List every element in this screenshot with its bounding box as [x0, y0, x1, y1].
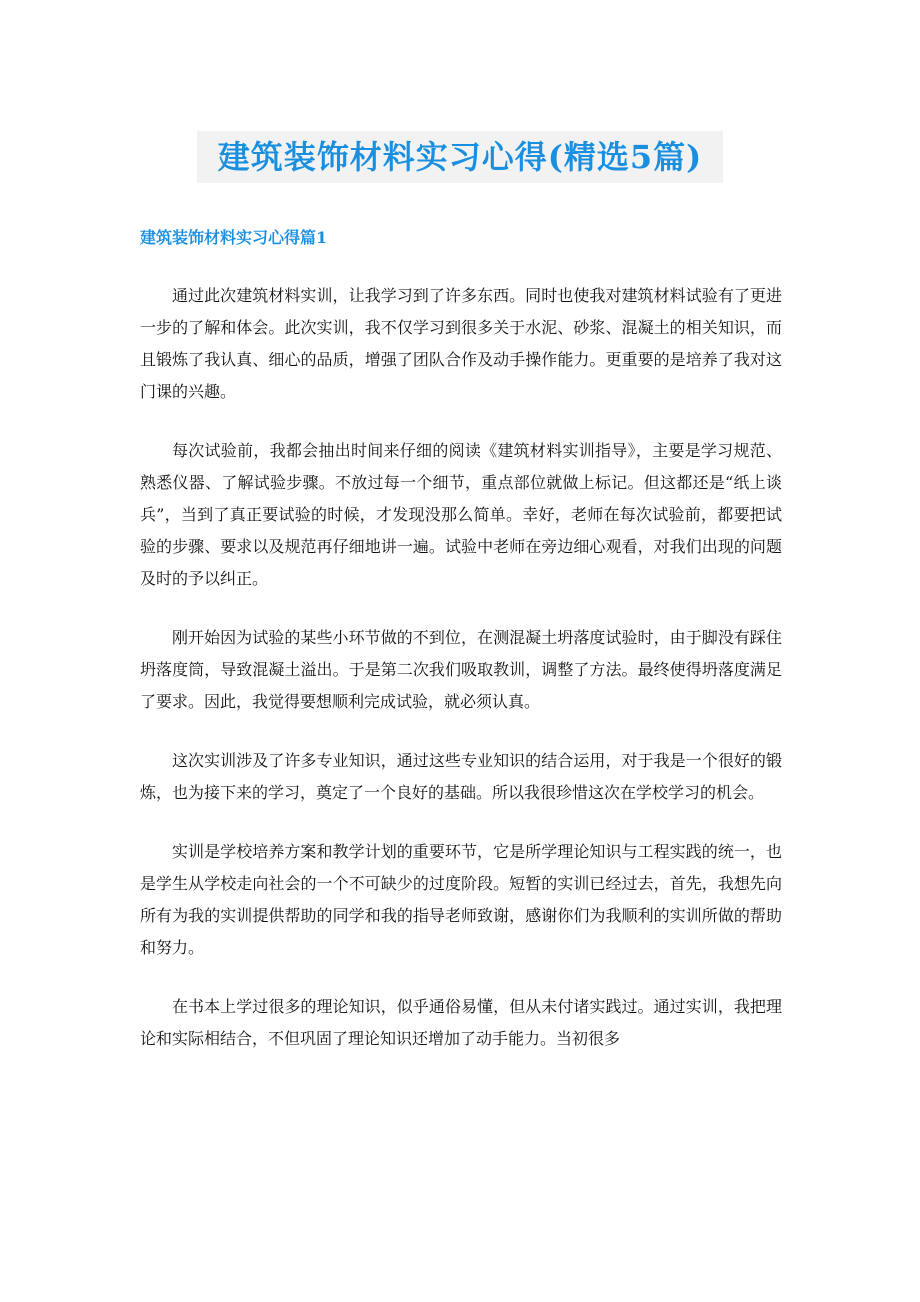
document-title: 建筑装饰材料实习心得(精选5篇) [197, 131, 723, 183]
paragraph-1: 通过此次建筑材料实训，让我学习到了许多东西。同时也使我对建筑材料试验有了更进一步的了解和体会。此次实训，我不仅学习到很多关于水泥、砂浆、混凝土的相关知识，而且锻炼了我认真、细心的品质，增强了团队合作及动手操作能力。更重要的是培养了我对这门课的兴趣。 [140, 286, 782, 401]
paragraph-3: 刚开始因为试验的某些小环节做的不到位，在测混凝土坍落度试验时，由于脚没有踩住坍落度筒，导致混凝土溢出。于是第二次我们吸取教训，调整了方法。最终使得坍落度满足了要求。因此，我觉得要想顺利完成试验，就必须认真。 [140, 628, 782, 711]
paragraph-4: 这次实训涉及了许多专业知识，通过这些专业知识的结合运用，对于我是一个很好的锻炼，也为接下来的学习，奠定了一个良好的基础。所以我很珍惜这次在学校学习的机会。 [140, 751, 782, 802]
paragraph-2: 每次试验前，我都会抽出时间来仔细的阅读《建筑材料实训指导》，主要是学习规范、熟悉仪器、了解试验步骤。不放过每一个细节，重点部位就做上标记。但这都还是“纸上谈兵”，当到了真正要试验的时候，才发现没那么简单。幸好，老师在每次试验前，都要把试验的步骤、要求以及规范再仔细地讲一遍。试验中老师在旁边细心观看，对我们出现的问题及时的予以纠正。 [140, 441, 782, 588]
paragraph-5: 实训是学校培养方案和教学计划的重要环节，它是所学理论知识与工程实践的统一，也是学生从学校走向社会的一个不可缺少的过度阶段。短暂的实训已经过去，首先，我想先向所有为我的实训提供帮助的同学和我的指导老师致谢，感谢你们为我顺利的实训所做的帮助和努力。 [140, 842, 782, 957]
section-heading: 建筑装饰材料实习心得篇1 [140, 228, 328, 247]
document-body [140, 280, 782, 1082]
paragraph-6: 在书本上学过很多的理论知识，似乎通俗易懂，但从未付诸实践过。通过实训，我把理论和实际相结合，不但巩固了理论知识还增加了动手能力。当初很多 [140, 997, 782, 1048]
